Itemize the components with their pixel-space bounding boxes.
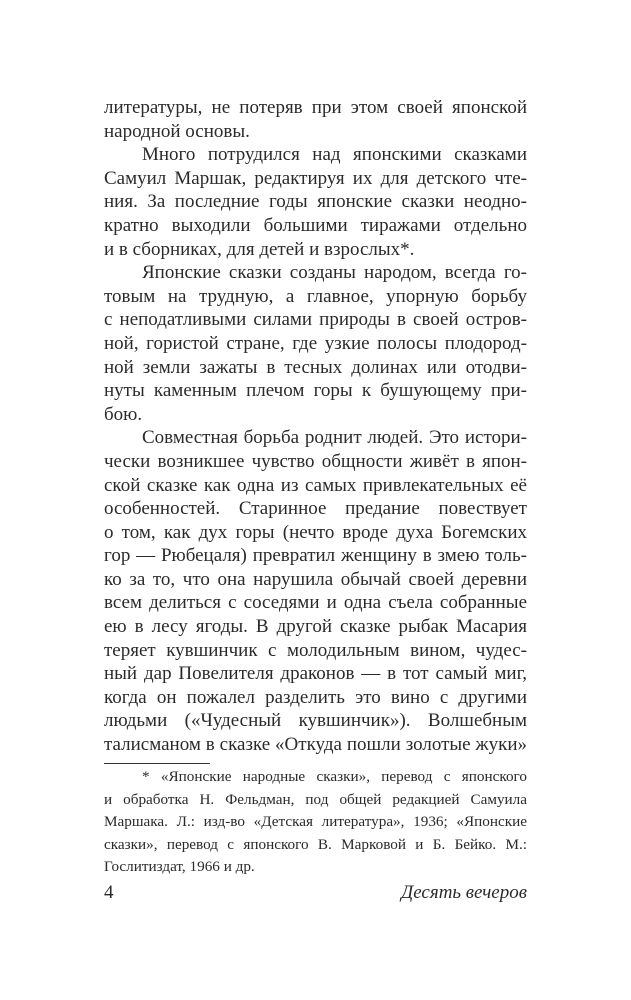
text-line: товым на трудную, а главное, упорную борьбу xyxy=(104,285,527,307)
page-number: 4 xyxy=(104,882,114,903)
text-line: ный дар Повелителя драконов — в тот самый миг, xyxy=(104,663,527,685)
text-line: ной, гористой стране, где узкие полосы плодород- xyxy=(104,332,527,354)
footnote-line: * «Японские народные сказки», перевод с японского xyxy=(142,768,527,785)
text-line: Самуил Маршак, редактируя их для детского чте- xyxy=(104,167,527,189)
text-line: всем делиться с соседями и одна съела собранные xyxy=(104,592,527,614)
text-line: ко за то, что она нарушила обычай своей деревни xyxy=(104,568,527,590)
text-line: Совместная борьба роднит людей. Это истори- xyxy=(142,427,527,449)
footnote-divider xyxy=(104,763,210,764)
footnote-line: Маршака. Л.: изд-во «Детская литература», 1936; «Японские xyxy=(104,813,527,830)
text-line: ния. За последние годы японские сказки неодно- xyxy=(104,191,527,213)
footnote xyxy=(104,766,527,879)
text-line: особенностей. Старинное предание повествует xyxy=(104,498,527,520)
text-line: с неподатливыми силами природы в своей остров- xyxy=(104,309,527,331)
text-line: бою. xyxy=(104,403,143,425)
text-line: Японские сказки созданы народом, всегда го- xyxy=(142,262,527,284)
text-line: народной основы. xyxy=(104,120,250,142)
running-title: Десять вечеров xyxy=(401,882,527,903)
text-line: и в сборниках, для детей и взрослых*. xyxy=(104,238,415,260)
footnote-line: и обработка Н. Фельдман, под общей редакцией Самуила xyxy=(104,790,527,808)
text-line: о том, как дух горы (нечто вроде духа Богемских xyxy=(104,521,527,543)
text-line: ею в лесу ягоды. В другой сказке рыбак Масария xyxy=(104,616,527,638)
text-line: литературы, не потеряв при этом своей японской xyxy=(104,97,527,118)
text-line: чески возникшее чувство общности живёт в япон- xyxy=(104,450,527,472)
text-line: когда он пожалел разделить это вино с другими xyxy=(104,686,527,708)
text-line: ной земли зажаты в тесных долинах или отодви- xyxy=(104,356,527,378)
text-line: теряет кувшинчик с молодильным вином, чудес- xyxy=(104,639,527,661)
text-line: Много потрудился над японскими сказками xyxy=(142,144,527,166)
text-line: людьми («Чудесный кувшинчик»). Волшебным xyxy=(104,710,527,732)
footnote-line: сказки», перевод с японского В. Марковой и Б. Бейко. М.: xyxy=(104,835,527,853)
text-line: нуты каменным плечом горы к бушующему при- xyxy=(104,380,527,402)
footnote-line: Гослитиздат, 1966 и др. xyxy=(104,858,255,875)
body-text xyxy=(104,96,527,757)
text-line: кратно выходили большими тиражами отдельно xyxy=(104,214,527,236)
text-line: гор — Рюбецаля) превратил женщину в змею толь- xyxy=(104,545,527,567)
text-line: талисманом в сказке «Откуда пошли золотые жуки» xyxy=(104,734,527,756)
text-line: ской сказке как одна из самых привлекательных её xyxy=(104,474,527,496)
